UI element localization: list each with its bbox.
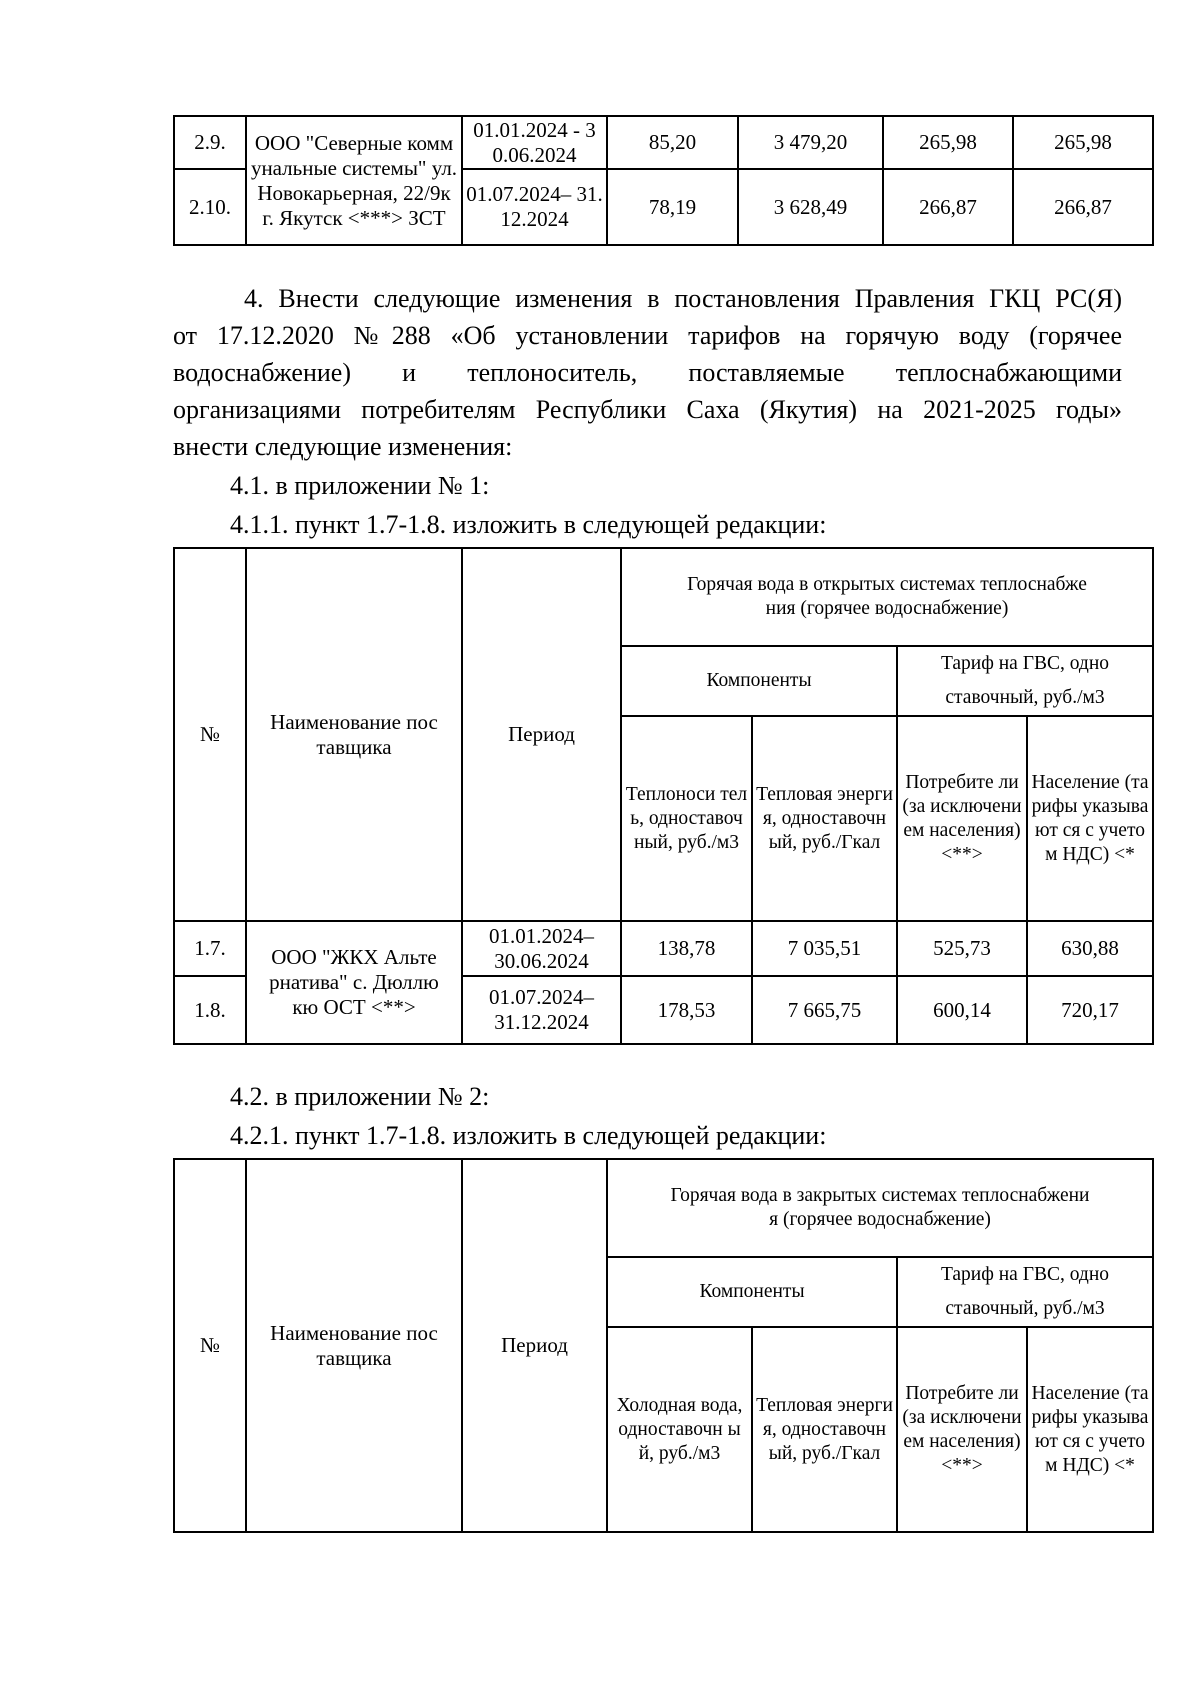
population-tariff: 265,98 [1013,116,1153,169]
header-supplier: Наименование поставщика [246,1159,462,1532]
header-tariff: Тариф на ГВС, одноставочный, руб./м3 [897,1257,1153,1327]
period: 01.01.2024– 30.06.2024 [462,921,621,976]
population-tariff: 720,17 [1027,976,1153,1044]
consumers-tariff: 600,14 [897,976,1027,1044]
closed-systems-tariff-table [173,1158,1154,1533]
table-row [174,116,1153,169]
header-number: № [174,1159,246,1532]
heat-carrier-value: 85,20 [607,116,738,169]
header-tariff: Тариф на ГВС, одноставочный, руб./м3 [897,646,1153,716]
table-header-row [174,1159,1153,1257]
heat-energy-value: 3 628,49 [738,169,883,245]
row-number: 1.8. [174,976,246,1044]
header-population: Население (тарифы указывают ся с учетом НДС) <* [1027,1327,1153,1532]
heat-energy-value: 7 665,75 [752,976,897,1044]
header-number: № [174,548,246,921]
supplier-name: ООО "ЖКХ Альтернатива" с. Дюллюкю ОСТ <**> [246,921,462,1044]
consumers-tariff: 265,98 [883,116,1013,169]
header-heat-energy: Тепловая энергия, одноставочн ый, руб./Гкал [752,1327,897,1532]
supplier-name: ООО "Северные коммунальные системы" ул. Новокарьерная, 22/9к г. Якутск <***> ЗСТ [246,116,462,245]
open-systems-tariff-table [173,547,1154,1045]
top-tariff-table [173,115,1154,246]
paragraph-4-1-1: 4.1.1. пункт 1.7-1.8. изложить в следующей редакции: [230,510,827,539]
consumers-tariff: 266,87 [883,169,1013,245]
heat-carrier-value: 178,53 [621,976,752,1044]
header-heat-energy: Тепловая энергия, одноставочн ый, руб./Гкал [752,716,897,921]
paragraph-4-1: 4.1. в приложении № 1: [230,471,490,500]
header-population: Население (тарифы указывают ся с учетом НДС) <* [1027,716,1153,921]
header-group: Горячая вода в закрытых системах теплоснабжения (горячее водоснабжение) [607,1159,1153,1257]
period: 01.01.2024 - 30.06.2024 [462,116,607,169]
population-tariff: 630,88 [1027,921,1153,976]
header-components: Компоненты [607,1257,897,1327]
paragraph-line: организациями потребителям Республики Саха (Якутия) на 2021-2025 годы» [173,395,1122,424]
header-supplier: Наименование поставщика [246,548,462,921]
row-number: 2.9. [174,116,246,169]
table-header-row [174,548,1153,646]
paragraph-line: внести следующие изменения: [173,432,513,461]
row-number: 1.7. [174,921,246,976]
paragraph-4-2-1: 4.2.1. пункт 1.7-1.8. изложить в следующей редакции: [230,1121,827,1150]
header-cold-water: Холодная вода, одноставочн ый, руб./м3 [607,1327,752,1532]
heat-carrier-value: 78,19 [607,169,738,245]
header-consumers: Потребите ли (за исключени ем населения) <**> [897,1327,1027,1532]
consumers-tariff: 525,73 [897,921,1027,976]
header-components: Компоненты [621,646,897,716]
paragraph-line: 4. Внести следующие изменения в постановления Правления ГКЦ РС(Я) [244,284,1122,313]
table-row [174,921,1153,976]
period: 01.07.2024– 31.12.2024 [462,976,621,1044]
period: 01.07.2024– 31.12.2024 [462,169,607,245]
paragraph-line: водоснабжение) и теплоноситель, поставляемые теплоснабжающими [173,358,1122,387]
header-period: Период [462,548,621,921]
header-group: Горячая вода в открытых системах теплоснабжения (горячее водоснабжение) [621,548,1153,646]
paragraph-line: от 17.12.2020 №288 «Об установлении тарифов на горячую воду (горячее [173,321,1122,350]
paragraph-4 [173,280,1122,465]
paragraph-4-2: 4.2. в приложении № 2: [230,1082,490,1111]
heat-energy-value: 7 035,51 [752,921,897,976]
row-number: 2.10. [174,169,246,245]
header-heat-carrier: Теплоноси тель, одноставоч ный, руб./м3 [621,716,752,921]
header-consumers: Потребите ли (за исключени ем населения) <**> [897,716,1027,921]
heat-carrier-value: 138,78 [621,921,752,976]
header-period: Период [462,1159,607,1532]
heat-energy-value: 3 479,20 [738,116,883,169]
population-tariff: 266,87 [1013,169,1153,245]
